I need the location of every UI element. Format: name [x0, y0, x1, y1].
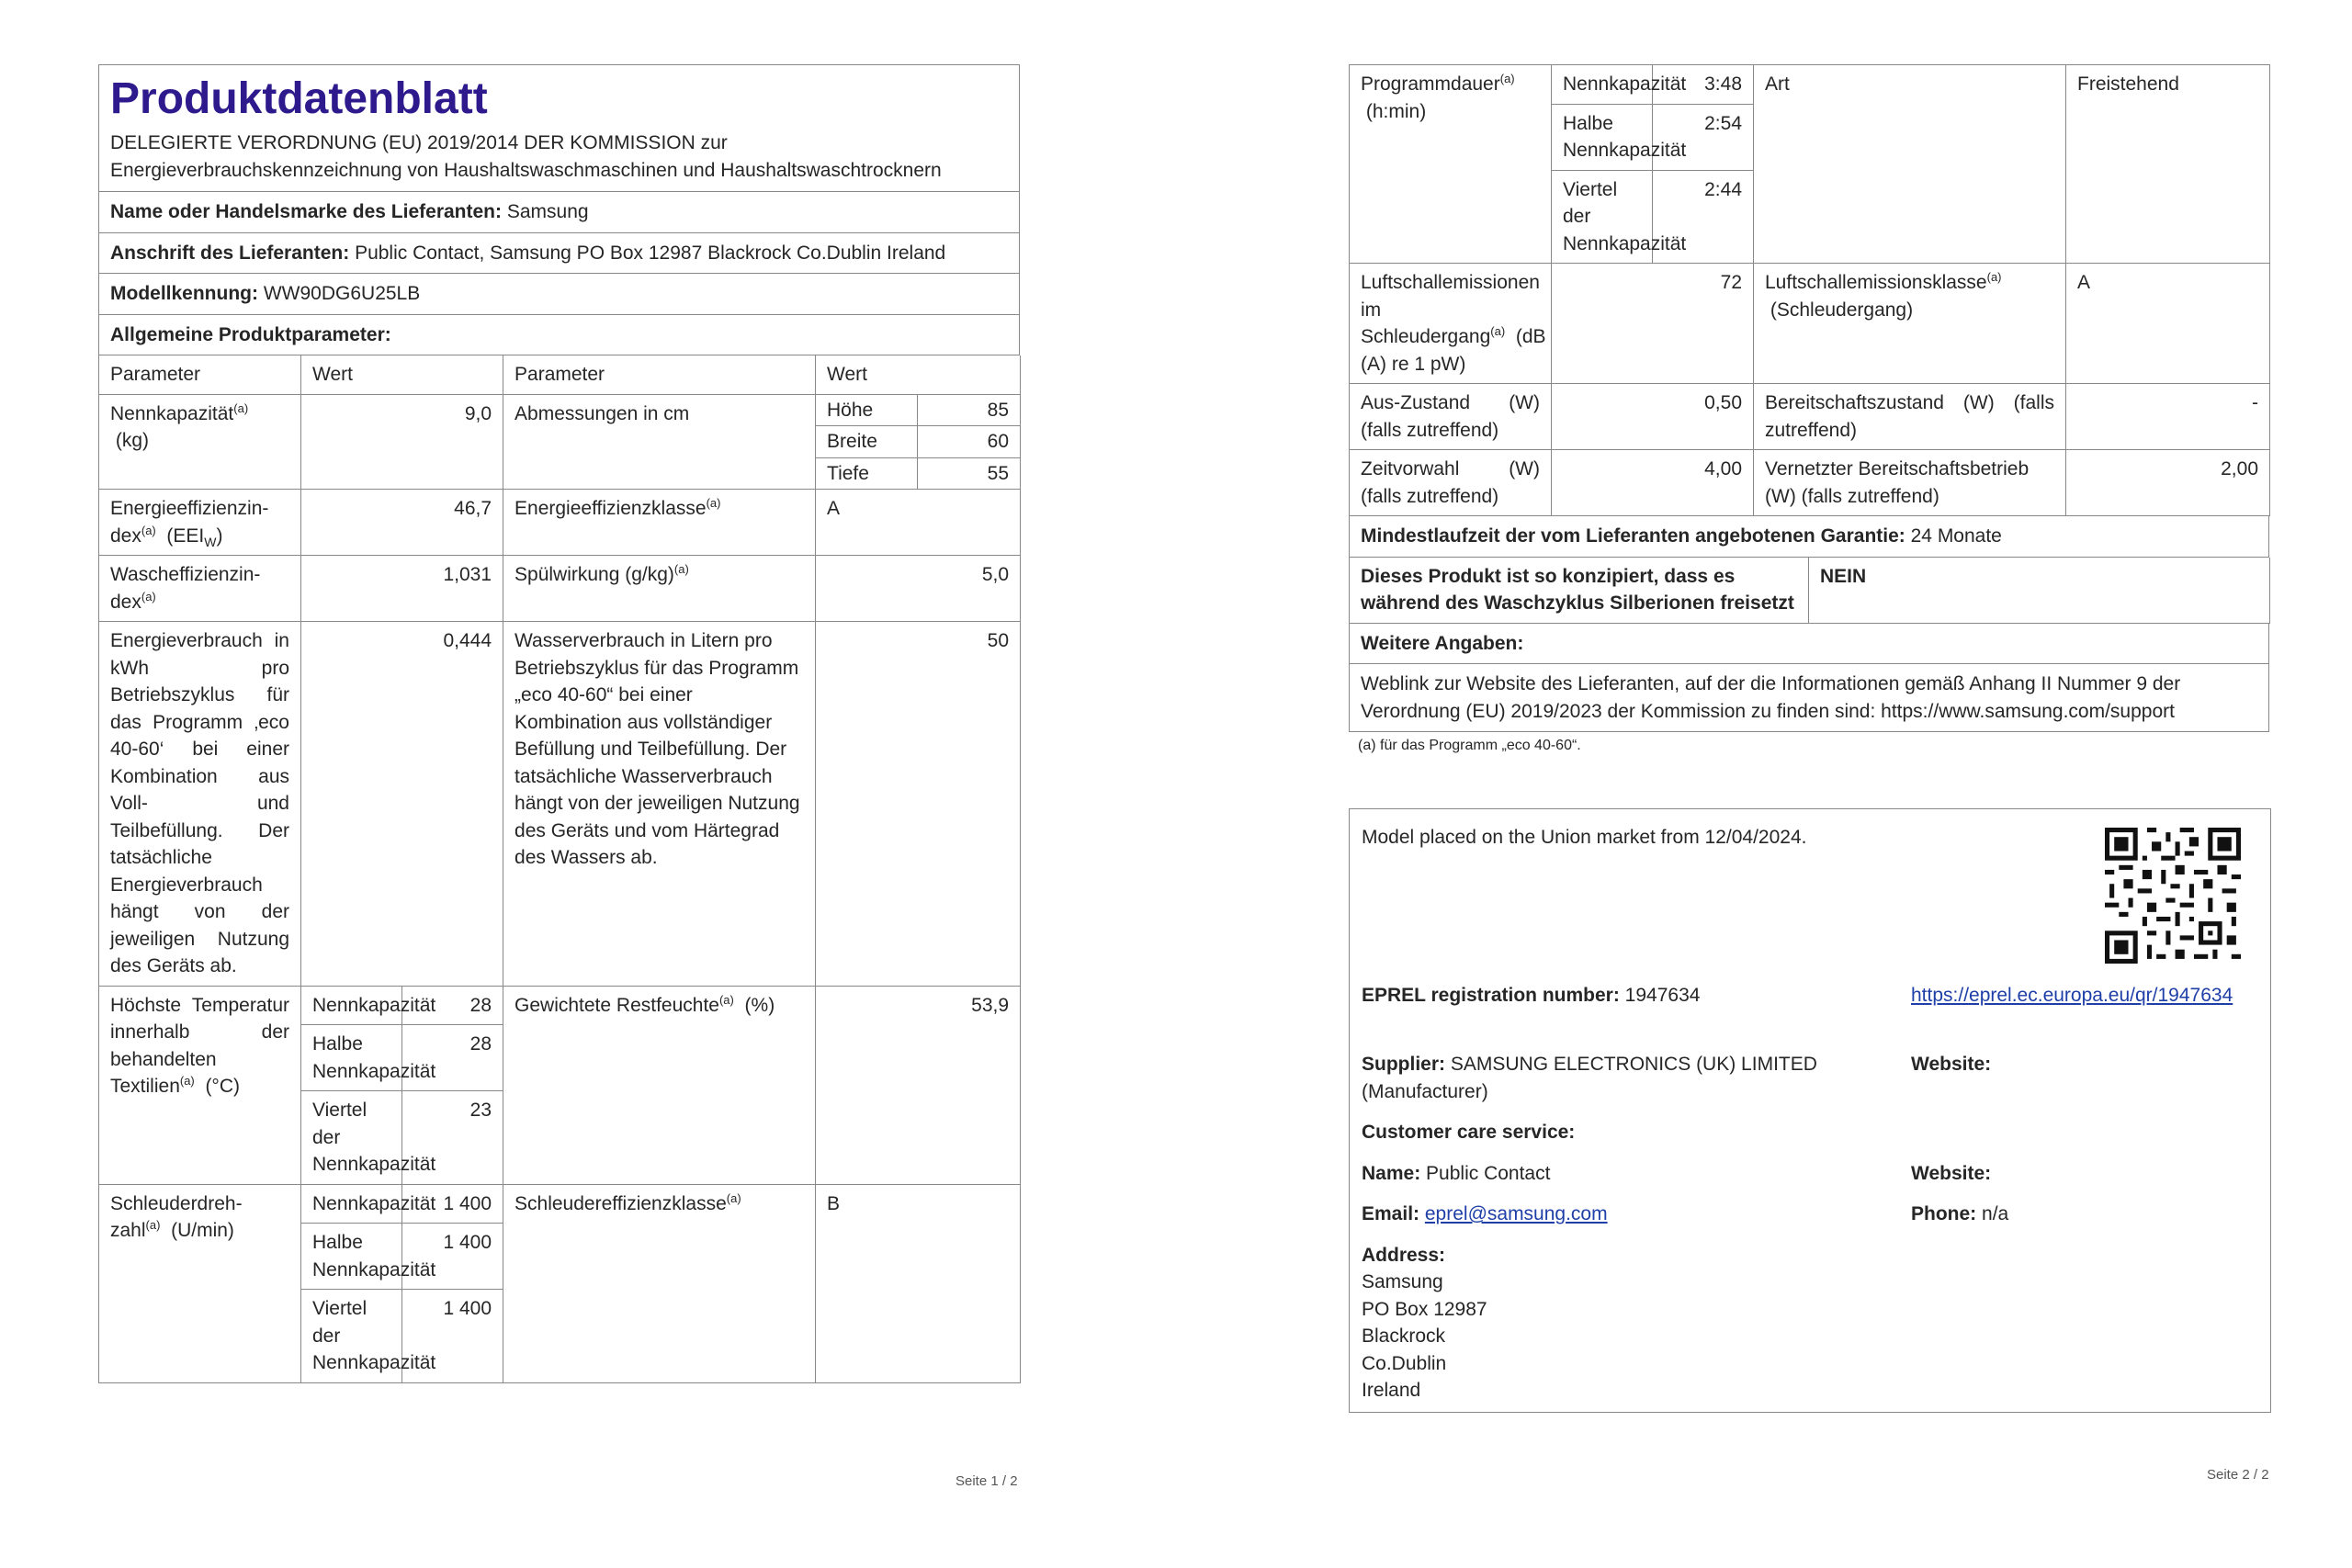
- eei-value: 46,7: [301, 490, 503, 556]
- customer-care-heading: Customer care service:: [1362, 1122, 1576, 1143]
- supplier-name-value: Samsung: [506, 201, 589, 222]
- col-header-value: Wert: [301, 355, 503, 394]
- temp-quarter-label: Viertel der Nennkapazität: [301, 1091, 402, 1185]
- spin-class-value: B: [816, 1184, 1021, 1382]
- standby-value: -: [2066, 384, 2270, 450]
- email-row: [1362, 1201, 1608, 1228]
- params-table-2: [1349, 64, 2270, 516]
- moisture-value: 53,9: [816, 986, 1021, 1184]
- document-title: Produktdatenblatt: [110, 74, 488, 123]
- energy-class-label: Energieeffizienzklasse$^{(a)}$: [503, 490, 816, 556]
- noise-class-label: Luftschallemissionsklasse$^{(a)}$ (Schleudergang): [1754, 264, 2066, 384]
- supplier-name-row: [98, 192, 1020, 233]
- table-header-row: [99, 355, 1021, 394]
- noise-value: 72: [1552, 264, 1754, 384]
- off-mode-value: 0,50: [1552, 384, 1754, 450]
- address-line: PO Box 12987: [1362, 1298, 1487, 1320]
- width-value: 60: [918, 426, 1021, 458]
- temp-quarter-value: 23: [402, 1091, 503, 1185]
- eprel-link-text[interactable]: https://eprel.ec.europa.eu/qr/1947634: [1911, 985, 2233, 1006]
- silver-ion-label: Dieses Produkt ist so konzipiert, dass es während des Waschzyklus Silberionen freisetzt: [1350, 558, 1809, 624]
- wash-efficiency-value: 1,031: [301, 556, 503, 622]
- spin-half-value: 1 400: [402, 1224, 503, 1290]
- market-date-text: Model placed on the Union market from 12/04/2024.: [1362, 827, 1807, 848]
- contact-name-row: [1362, 1160, 1550, 1188]
- address-line: Co.Dublin: [1362, 1352, 1447, 1374]
- rinse-value: 5,0: [816, 556, 1021, 622]
- address-line: Samsung: [1362, 1271, 1443, 1292]
- supplier-label: Supplier:: [1362, 1054, 1446, 1075]
- depth-value: 55: [918, 457, 1021, 490]
- temperature-label: Höchste Temperatur innerhalb der behandelten Textilien$^{(a)}$ (°C): [99, 986, 301, 1184]
- general-params-heading: Allgemeine Produktparameter:: [98, 315, 1020, 356]
- silver-ion-table: [1349, 558, 2270, 624]
- height-label: Höhe: [816, 394, 918, 426]
- col-header-value-2: Wert: [816, 355, 1021, 394]
- wash-efficiency-label: Wascheffizienzin- dex$^{(a)}$: [99, 556, 301, 622]
- dur-half-value: 2:54: [1653, 104, 1754, 170]
- temp-full-value: 28: [402, 986, 503, 1025]
- temp-full-label: Nennkapazität: [301, 986, 402, 1025]
- spin-quarter-label: Viertel der Nennkapazität: [301, 1290, 402, 1383]
- guarantee-row: [1349, 516, 2269, 558]
- page-2: [1349, 64, 2269, 754]
- temp-half-label: Halbe Nennkapazität: [301, 1025, 402, 1091]
- address-line: Ireland: [1362, 1380, 1421, 1401]
- spin-half-label: Halbe Nennkapazität: [301, 1224, 402, 1290]
- delay-start-value: 4,00: [1552, 450, 1754, 516]
- supplier-address-row: [98, 233, 1020, 275]
- email-label: Email:: [1362, 1203, 1420, 1224]
- qr-code-icon: [2105, 828, 2241, 964]
- water-consumption-value: 50: [816, 622, 1021, 987]
- dur-full-label: Nennkapazität: [1552, 65, 1653, 105]
- supplier-name-label: Name oder Handelsmarke des Lieferanten:: [110, 201, 502, 222]
- address-heading: Address:: [1362, 1245, 1446, 1266]
- eprel-reg-label: EPREL registration number:: [1362, 985, 1620, 1006]
- model-label: Modellkennung:: [110, 283, 258, 304]
- height-value: 85: [918, 394, 1021, 426]
- eprel-reg-value: 1947634: [1624, 985, 1701, 1006]
- eprel-reg-row: [1362, 982, 1700, 1010]
- header-block: [98, 64, 1020, 192]
- networked-standby-value: 2,00: [2066, 450, 2270, 516]
- address-line: Blackrock: [1362, 1325, 1446, 1347]
- contact-name-label: Name:: [1362, 1163, 1421, 1184]
- address-block: [1362, 1269, 1487, 1404]
- page-1: [98, 64, 1020, 1383]
- type-value: Freistehend: [2066, 65, 2270, 264]
- regulation-text: DELEGIERTE VERORDNUNG (EU) 2019/2014 DER KOMMISSION zur Energieverbrauchskennzeichnung von Haushaltswaschmaschinen und Haushaltswaschtrocknern: [110, 132, 942, 181]
- page-1-footer: Seite 1 / 2: [956, 1473, 1018, 1489]
- footnote: (a) für das Programm „eco 40-60“.: [1358, 738, 1581, 753]
- spin-quarter-value: 1 400: [402, 1290, 503, 1383]
- spin-full-value: 1 400: [402, 1184, 503, 1224]
- params-table: [98, 355, 1021, 1383]
- model-value: WW90DG6U25LB: [263, 283, 421, 304]
- rinse-label: Spülwirkung $(g/kg)^{(a)}$: [503, 556, 816, 622]
- standby-label: Bereitschaftszustand (W) (falls zutreffend): [1754, 384, 2066, 450]
- type-label: Art: [1754, 65, 2066, 264]
- guarantee-value: 24 Monate: [1910, 525, 2002, 547]
- delay-start-label: Zeitvorwahl (W) (falls zutreffend): [1350, 450, 1552, 516]
- energy-consumption-value: 0,444: [301, 622, 503, 987]
- off-mode-label: Aus-Zustand (W) (falls zutreffend): [1350, 384, 1552, 450]
- noise-label: Luftschallemissionen im Schleudergang$^{(a)}$ (dB (A) re 1 pW): [1350, 264, 1552, 384]
- address-value: Public Contact, Samsung PO Box 12987 Blackrock Co.Dublin Ireland: [355, 242, 946, 264]
- phone-value: n/a: [1982, 1203, 2009, 1224]
- depth-label: Tiefe: [816, 457, 918, 490]
- dur-quarter-value: 2:44: [1653, 170, 1754, 264]
- phone-row: [1911, 1201, 2008, 1228]
- contact-name-value: Public Contact: [1426, 1163, 1551, 1184]
- eprel-box: [1349, 808, 2271, 1413]
- networked-standby-label: Vernetzter Bereitschaftsbetrieb (W) (falls zutreffend): [1754, 450, 2066, 516]
- capacity-value: 9,0: [301, 394, 503, 490]
- silver-ion-value: NEIN: [1809, 558, 2270, 624]
- phone-label: Phone:: [1911, 1203, 1977, 1224]
- capacity-label: Nennkapazität$^{(a)}$ (kg): [99, 394, 301, 490]
- website-label-2: Website:: [1911, 1163, 1992, 1184]
- noise-class-value: A: [2066, 264, 2270, 384]
- dur-full-value: 3:48: [1653, 65, 1754, 105]
- dur-half-label: Halbe Nennkapazität: [1552, 104, 1653, 170]
- temp-half-value: 28: [402, 1025, 503, 1091]
- weblink-row: Weblink zur Website des Lieferanten, auf der die Informationen gemäß Anhang II Nummer 9 der Verordnung (EU) 2019/2023 der Kommission zu finden sind: https://www.samsung.com/support: [1349, 664, 2269, 732]
- supplier-row: [1362, 1051, 1899, 1105]
- email-link[interactable]: eprel@samsung.com: [1424, 1203, 1608, 1224]
- website-label-1: Website:: [1911, 1054, 1992, 1075]
- energy-consumption-label: Energieverbrauch in kWh pro Betriebszyklus für das Programm ‚eco 40-60‘ bei einer Kombination aus Voll- und Teilbefüllung. Der tatsächliche Energieverbrauch hängt von der jeweiligen Nutzung des Geräts ab.: [99, 622, 301, 987]
- address-label: Anschrift des Lieferanten:: [110, 242, 350, 264]
- guarantee-label: Mindestlaufzeit der vom Lieferanten angebotenen Garantie:: [1361, 525, 1905, 547]
- further-info-heading: Weitere Angaben:: [1349, 624, 2269, 665]
- spin-full-label: Nennkapazität: [301, 1184, 402, 1224]
- moisture-label: Gewichtete Restfeuchte$^{(a)}$ (%): [503, 986, 816, 1184]
- spin-class-label: Schleudereffizienzklasse$^{(a)}$: [503, 1184, 816, 1382]
- energy-class-value: A: [816, 490, 1021, 556]
- eei-label: Energieeffizienzin- dex$^{(a)}$ $(EEI_W)$: [99, 490, 301, 556]
- water-consumption-label: Wasserverbrauch in Litern pro Betriebszyklus für das Programm „eco 40-60“ bei einer Kombination aus vollständiger Befüllung und Teilbefüllung. Der tatsächliche Wasserverbrauch hängt von der jeweiligen Nutzung des Geräts und vom Härtegrad des Wassers ab.: [503, 622, 816, 987]
- eprel-link[interactable]: [1911, 982, 2242, 1010]
- spin-speed-label: Schleuderdreh- zahl$^{(a)}$ (U/min): [99, 1184, 301, 1382]
- col-header-param: Parameter: [99, 355, 301, 394]
- page-2-footer: Seite 2 / 2: [2207, 1467, 2269, 1483]
- dimensions-label: Abmessungen in cm: [503, 394, 816, 490]
- col-header-param-2: Parameter: [503, 355, 816, 394]
- dur-quarter-label: Viertel der Nennkapazität: [1552, 170, 1653, 264]
- supplier-value: SAMSUNG ELECTRONICS (UK) LIMITED (Manufacturer): [1362, 1054, 1817, 1102]
- model-row: [98, 274, 1020, 315]
- width-label: Breite: [816, 426, 918, 458]
- duration-label: Programmdauer$^{(a)}$ (h:min): [1350, 65, 1552, 264]
